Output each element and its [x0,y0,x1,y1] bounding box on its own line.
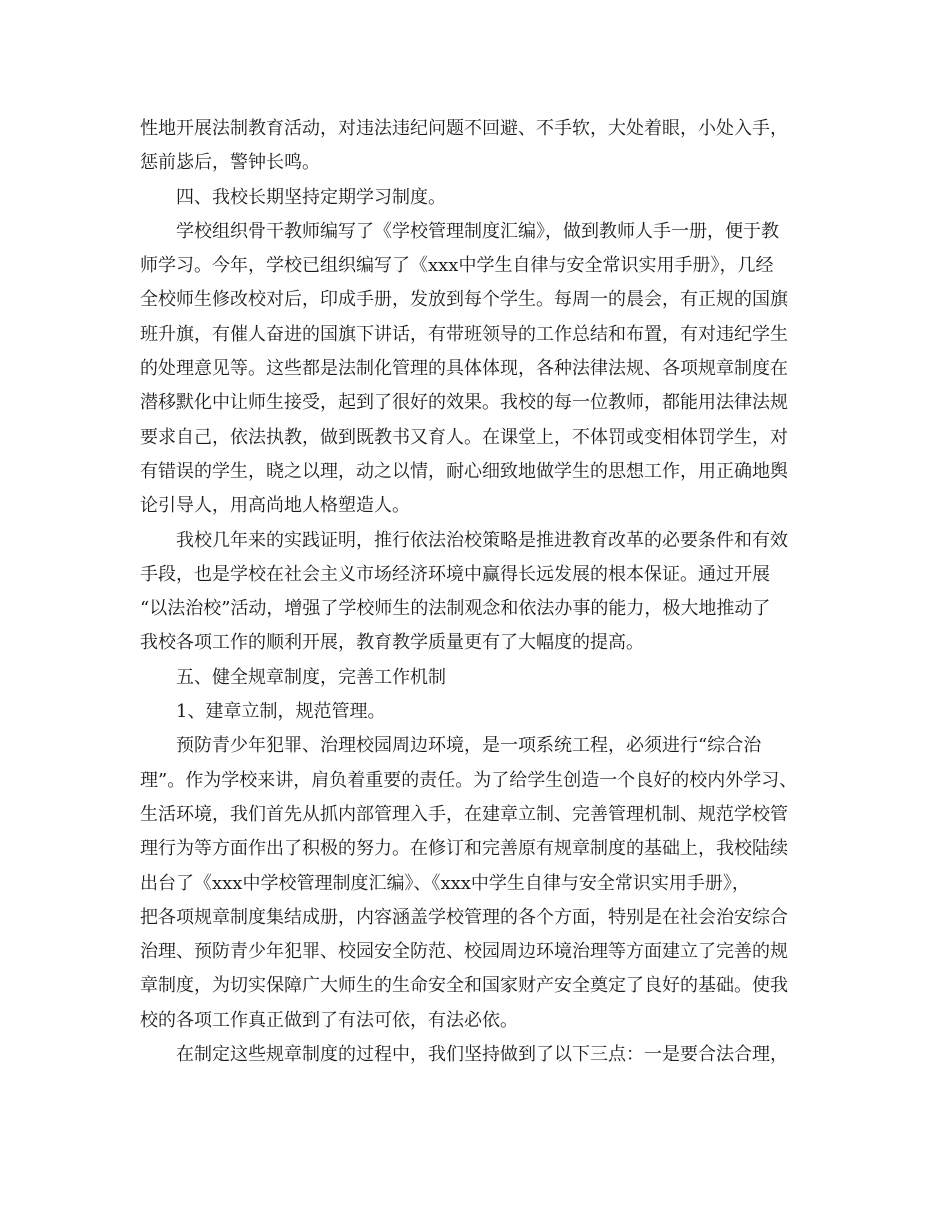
subsection-heading: 1、建章立制，规范管理。 [176,701,386,723]
paragraph-start: 我校几年来的实践证明，推行依法治校策略是推进教育改革的必要条件和有效 [176,529,788,551]
text-line: 性地开展法制教育活动，对违法违纪问题不回避、不手软，大处着眼，小处入手， [140,118,788,139]
text-line: 把各项规章制度集结成册，内容涵盖学校管理的各个方面，特别是在社会治安综合 [140,906,788,928]
text-line: 有错误的学生，晓之以理，动之以情，耐心细致地做学生的思想工作，用正确地舆 [140,460,788,482]
paragraph-start: 预防青少年犯罪、治理校园周边环境，是一项系统工程，必须进行“综合治 [176,735,762,757]
text-line: 理行为等方面作出了积极的努力。在修订和完善原有规章制度的基础上，我校陆续 [140,838,788,860]
text-line: 章制度，为切实保障广大师生的生命安全和国家财产安全奠定了良好的基础。使我 [140,975,788,997]
text-line: 论引导人，用高尚地人格塑造人。 [140,495,410,517]
text-line: 要求自己，依法执教，做到既教书又育人。在课堂上，不体罚或变相体罚学生，对 [140,426,788,448]
text-line: 理”。作为学校来讲，肩负着重要的责任。为了给学生创造一个良好的校内外学习、 [140,769,798,791]
text-line: “以法治校”活动，增强了学校师生的法制观念和依法办事的能力，极大地推动了 [140,598,771,620]
text-line: 惩前毖后，警钟长鸣。 [140,152,320,174]
text-line: 的处理意见等。这些都是法制化管理的具体体现，各种法律法规、各项规章制度在 [140,358,788,380]
text-line: 全校师生修改校对后，印成手册，发放到每个学生。每周一的晨会，有正规的国旗 [140,289,788,311]
paragraph-start: 学校组织骨干教师编写了《学校管理制度汇编》，做到教师人手一册，便于教 [176,220,779,242]
text-line: 手段，也是学校在社会主义市场经济环境中赢得长远发展的根本保证。通过开展 [140,563,770,585]
paragraph-start: 在制定这些规章制度的过程中，我们坚持做到了以下三点：一是要合法合理， [176,1044,788,1066]
section-heading: 五、健全规章制度，完善工作机制 [176,666,446,688]
text-line: 班升旗，有催人奋进的国旗下讲话，有带班领导的工作总结和布置，有对违纪学生 [140,323,788,345]
text-line: 治理、预防青少年犯罪、校园安全防范、校园周边环境治理等方面建立了完善的规 [140,941,788,963]
text-line: 出台了《xxx中学校管理制度汇编》、《xxx中学生自律与安全常识实用手册》， [140,872,750,894]
text-line: 师学习。今年，学校已组织编写了《xxx中学生自律与安全常识实用手册》，几经 [140,255,774,277]
text-line: 生活环境，我们首先从抓内部管理入手，在建章立制、完善管理机制、规范学校管 [140,803,788,825]
text-line: 校的各项工作真正做到了有法可依，有法必依。 [140,1009,518,1031]
body-text [140,112,820,1072]
text-line: 我校各项工作的顺利开展，教育教学质量更有了大幅度的提高。 [140,632,644,654]
text-line: 潜移默化中让师生接受，起到了很好的效果。我校的每一位教师，都能用法律法规 [140,392,788,414]
section-heading: 四、我校长期坚持定期学习制度。 [176,186,446,208]
